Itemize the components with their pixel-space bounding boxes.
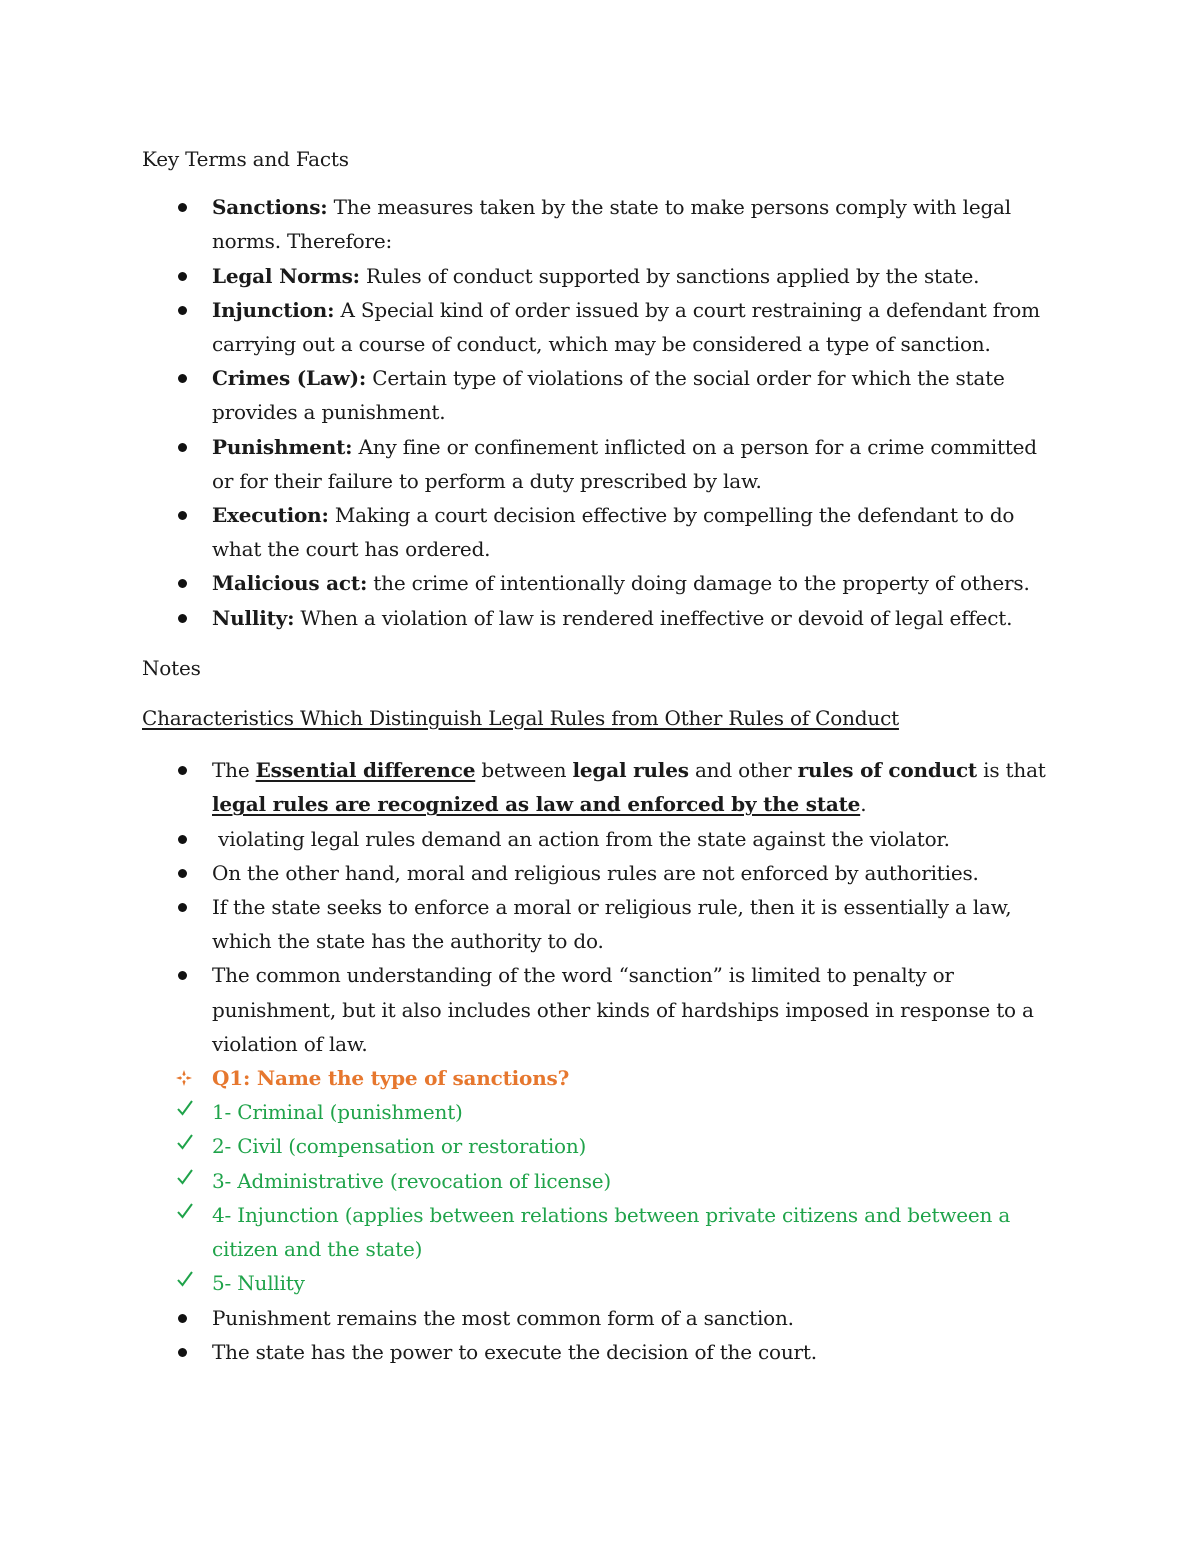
term-label: Malicious act: bbox=[212, 571, 368, 596]
answer-item bbox=[142, 1129, 1062, 1163]
text-run: The bbox=[212, 758, 256, 783]
list-item bbox=[142, 566, 1062, 600]
bullet-icon bbox=[174, 190, 194, 224]
notes-heading: Notes bbox=[142, 655, 201, 680]
note-text: The common understanding of the word “sanction” is limited to penalty or punishment, but it also includes other kinds of hardships imposed in response to a violation of law. bbox=[212, 963, 1034, 1056]
list-item bbox=[142, 190, 1062, 258]
note-text: On the other hand, moral and religious rules are not enforced by authorities. bbox=[212, 860, 979, 885]
answer-text: 3- Administrative (revocation of license) bbox=[212, 1168, 612, 1193]
bullet-icon bbox=[174, 259, 194, 293]
bullet-icon bbox=[174, 822, 194, 856]
list-item bbox=[142, 1335, 1062, 1369]
term-label: Sanctions: bbox=[212, 195, 328, 220]
emphasis-text: legal rules are recognized as law and enforced by the state bbox=[212, 792, 861, 817]
bullet-icon bbox=[174, 601, 194, 635]
bullet-icon bbox=[174, 1335, 194, 1369]
checkmark-icon bbox=[176, 1202, 194, 1220]
term-definition: Any fine or confinement inflicted on a person for a crime committed or for their failure to perform a duty prescribed by law. bbox=[212, 434, 1037, 493]
list-item bbox=[142, 361, 1062, 429]
document-page bbox=[142, 142, 1062, 1369]
diamond-star-icon bbox=[175, 1069, 193, 1087]
bullet-icon bbox=[174, 293, 194, 327]
list-item bbox=[142, 856, 1062, 890]
bullet-icon bbox=[174, 753, 194, 787]
text-run: between bbox=[475, 758, 573, 783]
list-item bbox=[142, 259, 1062, 293]
list-item bbox=[142, 890, 1062, 958]
term-definition: Making a court decision effective by compelling the defendant to do what the court has ordered. bbox=[212, 503, 1015, 562]
term-definition: Rules of conduct supported by sanctions applied by the state. bbox=[359, 263, 980, 288]
term-definition: Certain type of violations of the social order for which the state provides a punishment. bbox=[212, 366, 1005, 425]
term-definition: The measures taken by the state to make persons comply with legal norms. Therefore: bbox=[212, 195, 1011, 254]
bullet-icon bbox=[174, 890, 194, 924]
bullet-icon bbox=[174, 958, 194, 992]
checkmark-icon bbox=[176, 1168, 194, 1186]
section-subheading: Characteristics Which Distinguish Legal Rules from Other Rules of Conduct bbox=[142, 706, 899, 731]
list-item bbox=[142, 822, 1062, 856]
answer-item bbox=[142, 1095, 1062, 1129]
key-terms-list bbox=[142, 190, 1062, 635]
emphasis-text: Essential difference bbox=[255, 758, 476, 783]
term-definition: the crime of intentionally doing damage to the property of others. bbox=[367, 571, 1030, 596]
term-label: Punishment: bbox=[212, 434, 353, 459]
question-item bbox=[142, 1061, 1062, 1095]
checkmark-icon bbox=[176, 1270, 194, 1288]
term-label: Execution: bbox=[212, 503, 329, 528]
list-item bbox=[142, 293, 1062, 361]
bullet-icon bbox=[174, 856, 194, 890]
bullet-icon bbox=[174, 498, 194, 532]
answer-item bbox=[142, 1164, 1062, 1198]
term-label: Injunction: bbox=[212, 297, 335, 322]
answer-item bbox=[142, 1266, 1062, 1300]
checkmark-icon bbox=[176, 1099, 194, 1117]
answer-text: 1- Criminal (punishment) bbox=[212, 1100, 463, 1125]
term-definition: A Special kind of order issued by a court restraining a defendant from carrying out a course of conduct, which may be considered a type of sanction. bbox=[212, 297, 1040, 357]
note-text: If the state seeks to enforce a moral or religious rule, then it is essentially a law, which the state has the authority to do. bbox=[212, 895, 1012, 954]
answer-text: 4- Injunction (applies between relations between private citizens and between a citizen and the state) bbox=[212, 1202, 1011, 1262]
text-run: is that bbox=[976, 758, 1046, 783]
key-terms-heading: Key Terms and Facts bbox=[142, 147, 349, 171]
bullet-icon bbox=[174, 1301, 194, 1335]
question-text: Q1: Name the type of sanctions? bbox=[212, 1066, 570, 1091]
emphasis-text: rules of conduct bbox=[797, 758, 977, 783]
answer-text: 5- Nullity bbox=[212, 1271, 305, 1296]
bullet-icon bbox=[174, 430, 194, 464]
list-item bbox=[142, 430, 1062, 498]
list-item bbox=[142, 958, 1062, 1061]
list-item bbox=[142, 1301, 1062, 1335]
list-item-essential bbox=[142, 753, 1062, 821]
answer-item bbox=[142, 1198, 1062, 1266]
text-run: and other bbox=[688, 758, 798, 783]
text-run: . bbox=[860, 792, 867, 817]
checkmark-icon bbox=[176, 1133, 194, 1151]
note-text: violating legal rules demand an action from the state against the violator. bbox=[212, 826, 950, 851]
note-text: Punishment remains the most common form of a sanction. bbox=[212, 1305, 794, 1330]
notes-list bbox=[142, 753, 1062, 1369]
list-item bbox=[142, 601, 1062, 635]
term-label: Crimes (Law): bbox=[212, 366, 367, 391]
bullet-icon bbox=[174, 566, 194, 600]
note-text: The state has the power to execute the decision of the court. bbox=[212, 1339, 817, 1364]
term-label: Legal Norms: bbox=[212, 263, 360, 288]
emphasis-text: legal rules bbox=[572, 758, 689, 783]
term-definition: When a violation of law is rendered ineffective or devoid of legal effect. bbox=[294, 605, 1013, 630]
bullet-icon bbox=[174, 361, 194, 395]
term-label: Nullity: bbox=[212, 605, 295, 630]
list-item bbox=[142, 498, 1062, 566]
answer-text: 2- Civil (compensation or restoration) bbox=[212, 1134, 587, 1159]
